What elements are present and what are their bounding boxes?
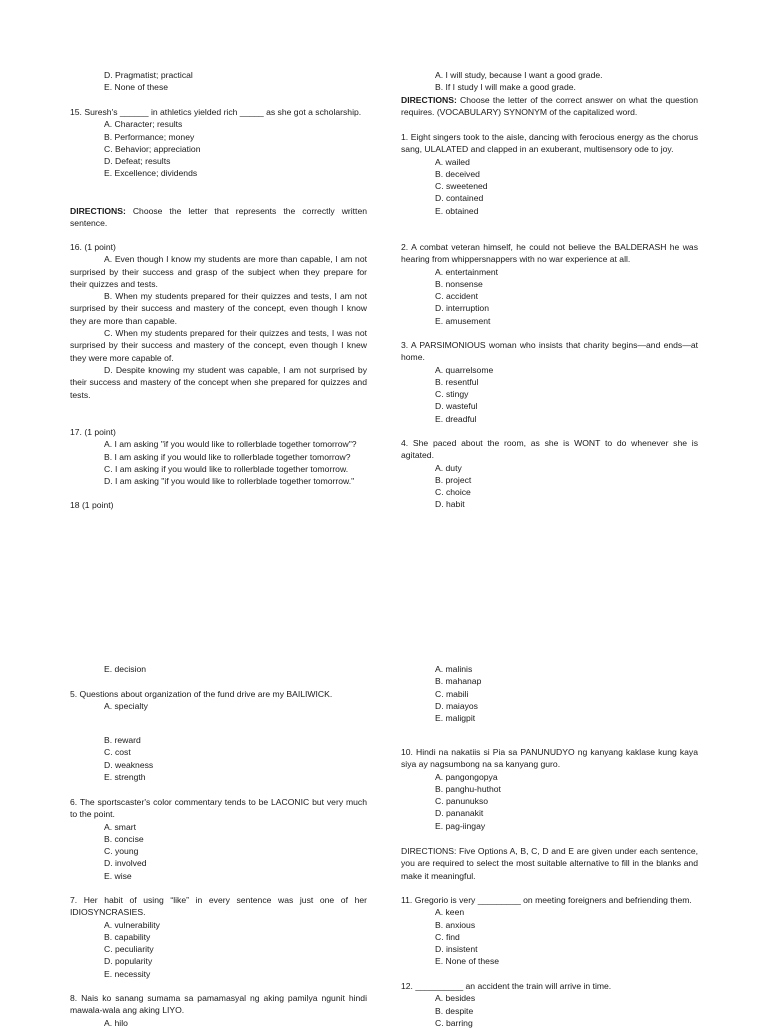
option: D. insistent bbox=[435, 944, 478, 955]
question-3 bbox=[401, 339, 698, 425]
option: A. keen bbox=[435, 907, 465, 918]
question-15 bbox=[70, 106, 367, 180]
prev-question-options bbox=[70, 663, 367, 675]
option: A. entertainment bbox=[435, 266, 499, 277]
option: B. If I study I will make a good grade. bbox=[435, 82, 576, 93]
option: D. wasteful bbox=[435, 401, 478, 412]
question-text: 15. Suresh's ______ in athletics yielded rich _____ as she got a scholarship. bbox=[70, 107, 362, 117]
question-text: 5. Questions about organization of the fund drive are my BAILIWICK. bbox=[70, 689, 333, 699]
option: A. specialty bbox=[104, 701, 148, 712]
prev-question-options bbox=[401, 663, 698, 724]
option: D. pananakit bbox=[435, 808, 484, 819]
option: D. Defeat; results bbox=[104, 156, 171, 167]
option: E. decision bbox=[104, 664, 147, 674]
option: E. necessity bbox=[104, 968, 151, 979]
option: B. project bbox=[435, 474, 472, 485]
question-text: 10. Hindi na nakatiis si Pia sa PANUNUDYO ng kanyang kaklase kung kaya siya ay nagsumbong na sa kanyang guro. bbox=[401, 747, 698, 770]
question-1 bbox=[401, 131, 698, 217]
option: E. dreadful bbox=[435, 413, 477, 424]
question-head: 17. (1 point) bbox=[70, 427, 116, 437]
option: E. obtained bbox=[435, 205, 479, 216]
question-18 bbox=[70, 499, 367, 511]
option: D. Despite knowing my student was capable, I am not surprised by their success and mastery of the concept when she prepared for quizzes and tests. bbox=[70, 364, 367, 400]
option: B. I am asking if you would like to rollerblade together tomorrow? bbox=[104, 451, 351, 462]
option: A. wailed bbox=[435, 156, 470, 167]
option: D. contained bbox=[435, 193, 484, 204]
option: A. besides bbox=[435, 993, 476, 1004]
option: D. weakness bbox=[104, 759, 154, 770]
option: C. barring bbox=[435, 1017, 473, 1028]
question-text: 8. Nais ko sanang sumama sa pamamasyal ng aking pamilya ngunit hindi mawala-wala ang aking LIYO. bbox=[70, 993, 367, 1016]
option: B. When my students prepared for their quizzes and tests, I am not surprised by their success and mastery of the concept, even though I know they are more than capable. bbox=[70, 291, 367, 326]
directions-block bbox=[401, 94, 698, 119]
question-17 bbox=[70, 426, 367, 487]
option: D. maiayos bbox=[435, 700, 478, 711]
option: C. Behavior; appreciation bbox=[104, 143, 201, 154]
question-head: 18 (1 point) bbox=[70, 500, 114, 510]
option: D. involved bbox=[104, 858, 147, 869]
question-16 bbox=[70, 241, 367, 401]
option: B. despite bbox=[435, 1005, 474, 1016]
question-4 bbox=[401, 437, 698, 511]
option: B. mahanap bbox=[435, 676, 482, 687]
question-text: 1. Eight singers took to the aisle, dancing with ferocious energy as the chorus sang, ULALATED and clapped in an exuberant, multisensory ode to joy. bbox=[401, 132, 698, 155]
directions-text bbox=[401, 94, 698, 119]
option: C. young bbox=[104, 846, 139, 857]
prev-question-options bbox=[401, 69, 698, 94]
option: A. Even though I know my students are more than capable, I am not surprised by their success and grasp of the subject when they prepare for their quizzes and tests. bbox=[70, 254, 367, 289]
directions-block bbox=[70, 205, 367, 230]
option: B. Performance; money bbox=[104, 131, 195, 142]
option: D. Pragmatist; practical bbox=[104, 70, 193, 80]
option: B. capability bbox=[104, 931, 151, 942]
option: A. I will study, because I want a good grade. bbox=[435, 70, 603, 80]
question-8 bbox=[70, 992, 367, 1029]
question-text: 7. Her habit of using “like” in every sentence was just one of her IDIOSYNCRASIES. bbox=[70, 895, 367, 918]
option: B. anxious bbox=[435, 919, 476, 930]
option: E. None of these bbox=[435, 956, 500, 967]
option: A. I am asking "if you would like to rollerblade together tomorrow"? bbox=[104, 439, 357, 450]
option: E. pag-iingay bbox=[435, 820, 486, 831]
directions-body: Choose the letter of the correct answer on what the question requires. (VOCABULARY) SYNONYM of the capitalized word. bbox=[401, 95, 698, 118]
option: D. popularity bbox=[104, 956, 153, 967]
option: C. peculiarity bbox=[104, 944, 154, 955]
directions-text bbox=[70, 205, 367, 230]
option: D. interruption bbox=[435, 303, 489, 314]
option: A. quarrelsome bbox=[435, 364, 494, 375]
option: C. panunukso bbox=[435, 796, 489, 807]
question-10 bbox=[401, 746, 698, 832]
option: A. vulnerability bbox=[104, 919, 160, 930]
option: E. Excellence; dividends bbox=[104, 168, 198, 179]
option: C. I am asking if you would like to rollerblade together tomorrow. bbox=[104, 463, 349, 474]
option: B. resentful bbox=[435, 376, 479, 387]
option: A. malinis bbox=[435, 664, 473, 674]
option: D. habit bbox=[435, 499, 465, 510]
directions-text: DIRECTIONS: Five Options A, B, C, D and E are given under each sentence, you are required to select the most suitable alternative to fill in the blanks and make it meaningful. bbox=[401, 846, 698, 881]
question-text: 6. The sportscaster's color commentary tends to be LACONIC but very much to the point. bbox=[70, 797, 367, 820]
option: E. wise bbox=[104, 870, 132, 881]
question-text: 11. Gregorio is very _________ on meeting foreigners and befriending them. bbox=[401, 895, 692, 905]
directions-label: DIRECTIONS: bbox=[401, 95, 457, 105]
question-7 bbox=[70, 894, 367, 980]
option: A. pangongopya bbox=[435, 771, 498, 782]
option: C. mabili bbox=[435, 688, 469, 699]
question-2 bbox=[401, 241, 698, 327]
option: D. I am asking "if you would like to rollerblade together tomorrow." bbox=[104, 476, 355, 487]
question-head: 16. (1 point) bbox=[70, 242, 116, 252]
option: E. strength bbox=[104, 771, 146, 782]
question-text: 2. A combat veteran himself, he could not believe the BALDERASH he was hearing from whippersnappers with no war experience at all. bbox=[401, 242, 698, 265]
option: B. concise bbox=[104, 833, 144, 844]
option: B. nonsense bbox=[435, 278, 483, 289]
option: B. deceived bbox=[435, 168, 480, 179]
question-11 bbox=[401, 894, 698, 968]
option: A. duty bbox=[435, 462, 462, 473]
option: C. cost bbox=[104, 747, 131, 758]
option: C. find bbox=[435, 931, 460, 942]
directions-body: Choose the letter that represents the correctly written sentence. bbox=[70, 206, 367, 229]
option: A. Character; results bbox=[104, 119, 183, 130]
option: A. hilo bbox=[104, 1017, 128, 1028]
question-6 bbox=[70, 796, 367, 882]
directions-label: DIRECTIONS: bbox=[70, 206, 126, 216]
option: C. When my students prepared for their quizzes and tests, I was not surprised by their success and mastery of the concept, even though I knew they were more capable of. bbox=[70, 328, 367, 363]
option: B. panghu-huthot bbox=[435, 783, 501, 794]
question-text: 3. A PARSIMONIOUS woman who insists that charity begins—and ends—at home. bbox=[401, 340, 698, 363]
question-5-options bbox=[70, 734, 367, 783]
option: E. maligpit bbox=[435, 713, 476, 724]
question-12 bbox=[401, 980, 698, 1029]
question-text: 4. She paced about the room, as she is WONT to do whenever she is agitated. bbox=[401, 438, 698, 461]
prev-question-options bbox=[70, 69, 367, 94]
question-5 bbox=[70, 688, 367, 713]
option: C. stingy bbox=[435, 389, 469, 400]
option: E. amusement bbox=[435, 315, 491, 326]
option: E. None of these bbox=[104, 82, 169, 93]
option: C. sweetened bbox=[435, 181, 488, 192]
option: C. choice bbox=[435, 487, 471, 498]
option: B. reward bbox=[104, 735, 141, 745]
question-text: 12. __________ an accident the train will arrive in time. bbox=[401, 981, 612, 991]
option: C. accident bbox=[435, 291, 478, 302]
directions-block bbox=[401, 845, 698, 882]
option: A. smart bbox=[104, 821, 136, 832]
